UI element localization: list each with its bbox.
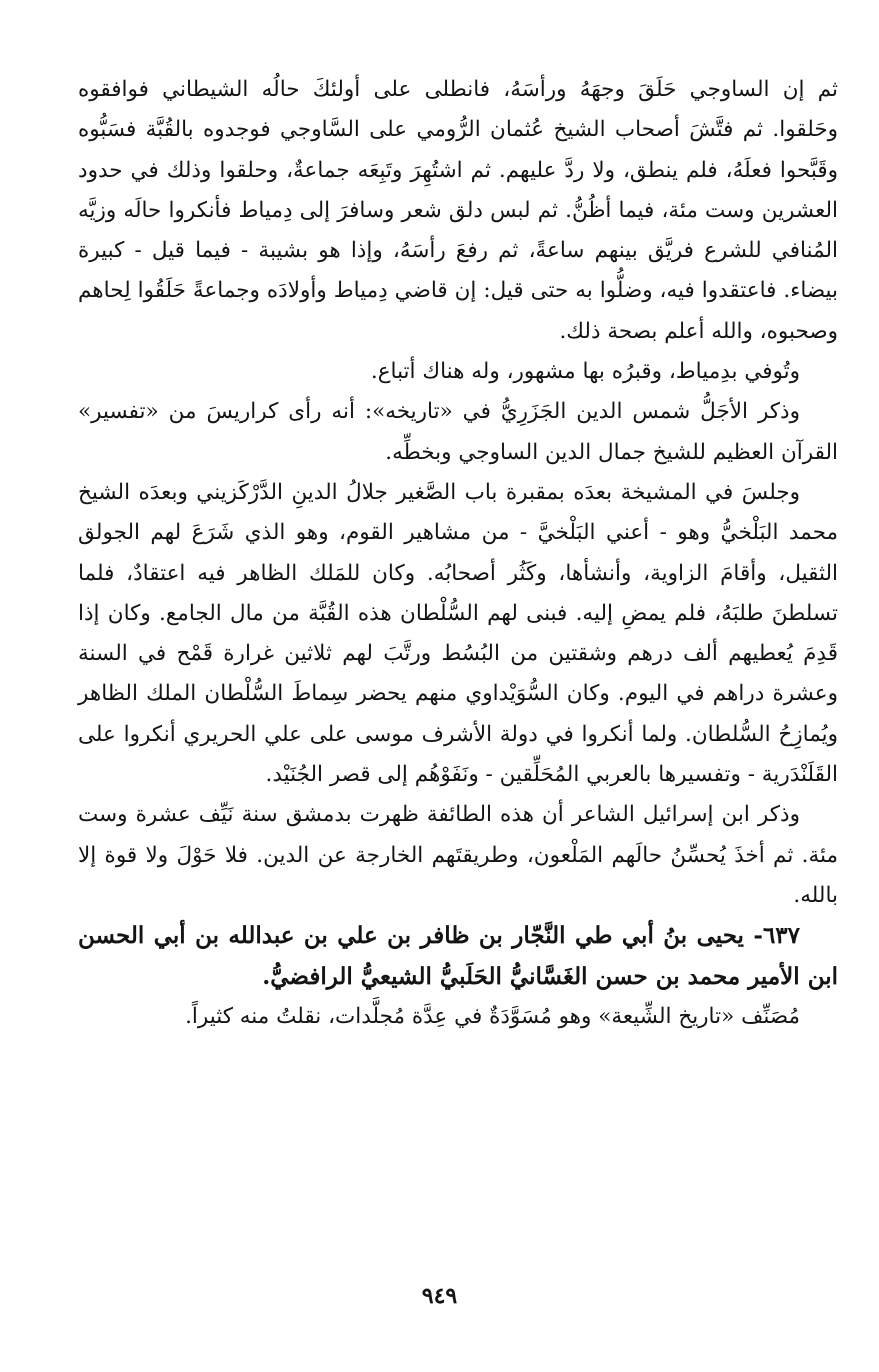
page-body: [78, 70, 838, 1038]
page-number: ٩٤٩: [421, 1283, 458, 1309]
paragraph-jazari-note: وذكر الأجَلُّ شمس الدين الجَزَرِيُّ في «تاريخه»: أنه رأى كراريسَ من «تفسير» القرآن العظيم للشيخ جمال الدين الساوجي وبخطِّه.: [78, 399, 838, 465]
paragraph-saveji-story: ثم إن الساوجي حَلَقَ وجهَهُ ورأسَهُ، فانطلى على أولئكَ حالُه الشيطاني فوافقوه وحَلقوا. ثم فتَّشَ أصحاب الشيخ عُثمان الرُّومي على السَّاوجي فوجدوه بالقُبَّة فسَبُّوه وقَبَّحوا فعلَهُ، فلم ينطق، ولا ردَّ عليهم. ثم اشتُهِرَ وتَبِعَه جماعةٌ، وحلقوا وذلك في حدود العشرين وست مئة، فيما أظُنُّ. ثم لبس دلق شعر وسافرَ إلى دِمياط فأنكروا حالَه وزيَّه المُنافي للشرع فريَّق بينهم ساعةً، ثم رفعَ رأسَهُ، وإذا هو بشيبة - فيما قيل - كبيرة بيضاء. فاعتقدوا فيه، وضلُّوا به حتى قيل: إن قاضي دِمياط وأولادَه وجماعةً حَلَقُوا لِحاهم وصحبوه، والله أعلم بصحة ذلك.: [78, 77, 838, 344]
paragraph-mashyakha: وجلسَ في المشيخة بعدَه بمقبرة باب الصَّغير جلالُ الدينِ الدَّرْكَزيني وبعدَه الشيخ محمد البَلْخيُّ وهو - أعني البَلْخيَّ - من مشاهير القوم، وهو الذي شَرَعَ لهم الجولق الثقيل، وأقامَ الزاوية، وأنشأها، وكَثُر أصحابُه. وكان للمَلك الظاهر فيه اعتقادٌ، فلما تسلطنَ طلبَهُ، فلم يمضِ إليه. فبنى لهم السُّلْطان هذه القُبَّة من مال الجامع. وكان إذا قَدِمَ يُعطيهم ألف درهم وشقتين من البُسُط ورتَّبَ لهم ثلاثين غرارة قَمْح في السنة وعشرة دراهم في اليوم. وكان السُّوَيْداوي منهم يحضر سِماطَ السُّلْطان الملك الظاهر ويُمازِحُ السُّلطان. ولما أنكروا في دولة الأشرف موسى على علي الحريري أنكروا على القَلَنْدَرية - وتفسيرها بالعربي المُحَلِّقين - ونَفَوْهُم إلى قصر الجُنَيْد.: [78, 479, 838, 788]
entry-text: مُصَنِّف «تاريخ الشِّيعة» وهو مُسَوَّدَةٌ في عِدَّة مُجلَّدات، نقلتُ منه كثيراً.: [185, 1004, 800, 1030]
paragraph-death-note: وتُوفي بدِمياط، وقبرُه بها مشهور، وله هناك أتباع.: [370, 359, 800, 385]
entry-heading: ٦٣٧- يحيى بنُ أبي طي النَّجّار بن ظافر بن علي بن عبدالله بن أبي الحسن ابن الأمير محمد بن حسن الغَسَّانيُّ الحَلَبيُّ الشيعيُّ الرافضيُّ.: [78, 922, 838, 990]
paragraph-ibn-israil: وذكر ابن إسرائيل الشاعر أن هذه الطائفة ظهرت بدمشق سنة نَيِّف عشرة وست مئة. ثم أخذَ يُحسِّنُ حالَهم المَلْعون، وطريقتَهم الخارجة عن الدين. فلا حَوْلَ ولا قوة إلا بالله.: [78, 802, 838, 908]
